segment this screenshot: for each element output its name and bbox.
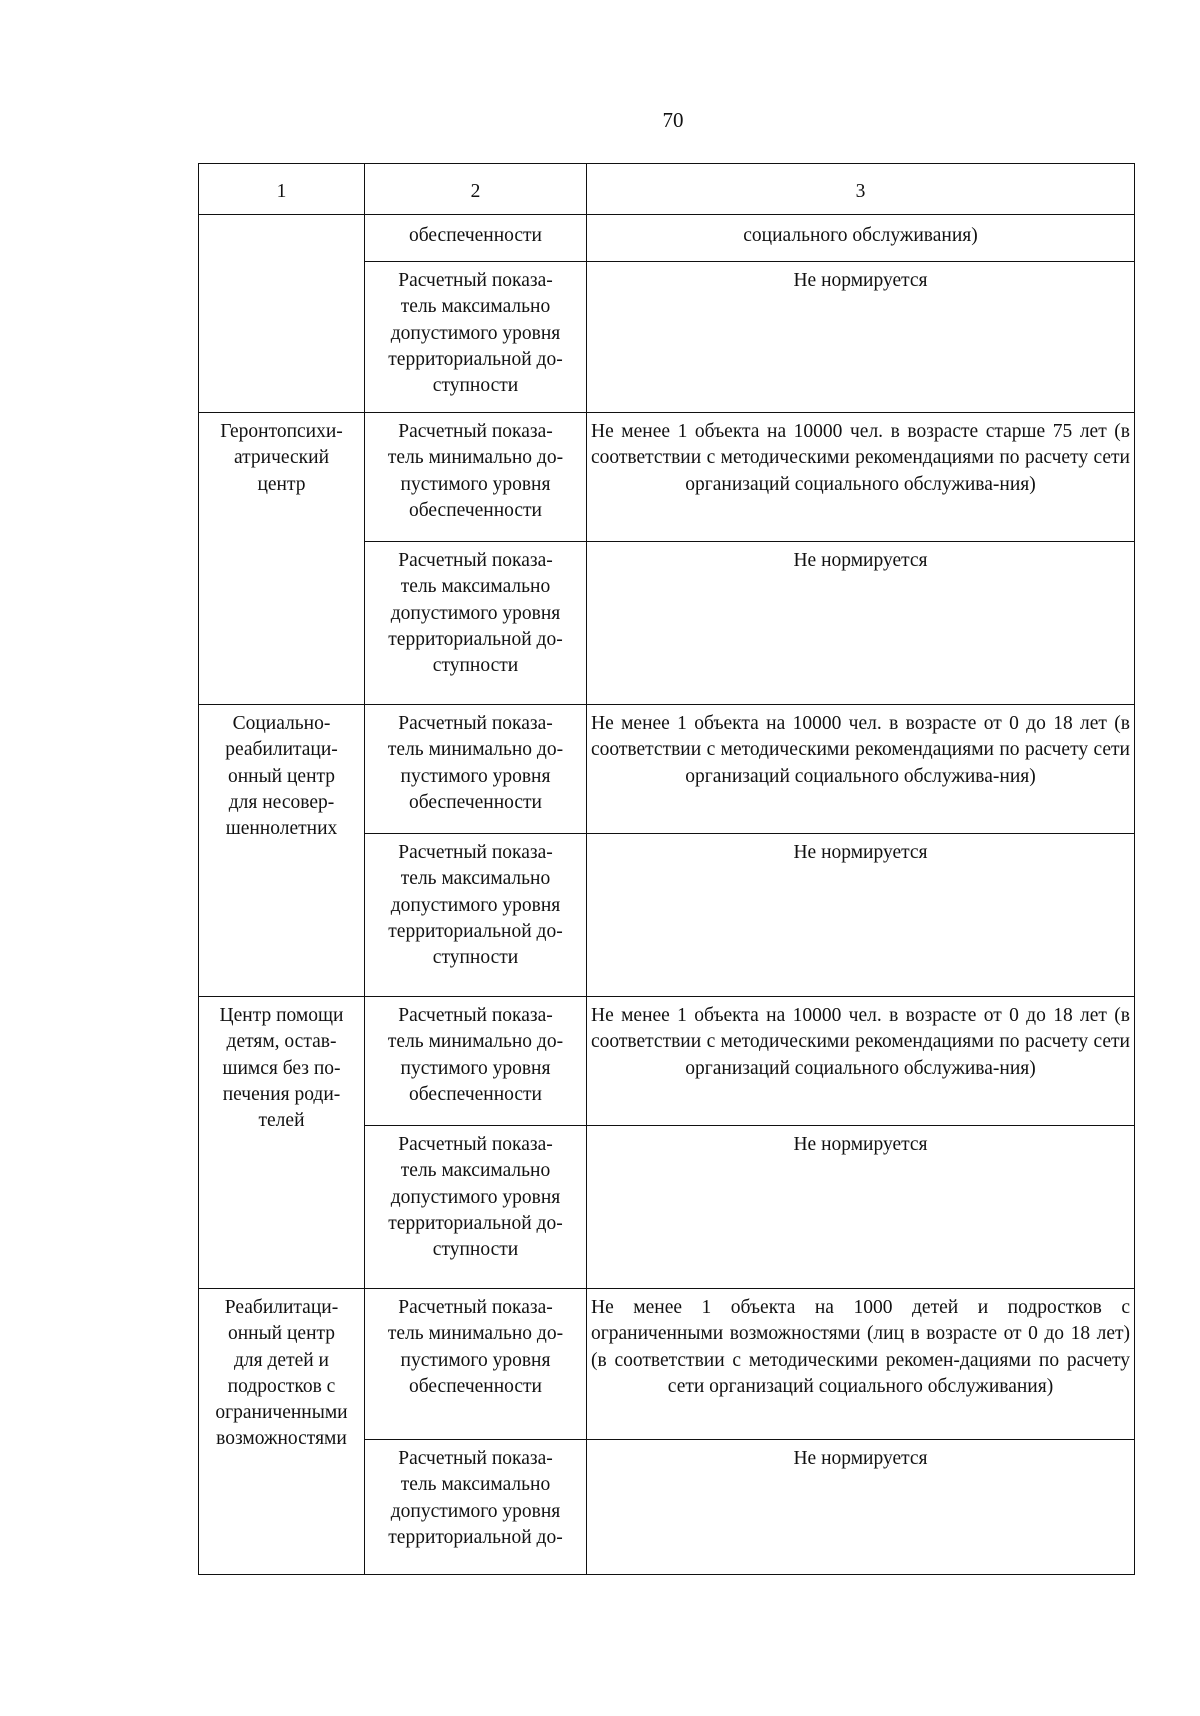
value-cell: Не нормируется	[587, 262, 1135, 413]
value-cell: Не менее 1 объекта на 10000 чел. в возрасте от 0 до 18 лет (в соответствии с методическими рекомендациями по расчету сети организаций социального обслужива-ния)	[587, 997, 1135, 1126]
table-row	[199, 1289, 1135, 1440]
indicator-cell: Расчетный показа- тель максимально допустимого уровня территориальной до- ступности	[365, 834, 587, 997]
column-number-2: 2	[365, 164, 587, 215]
value-cell: Не нормируется	[587, 542, 1135, 705]
value-cell: Не нормируется	[587, 834, 1135, 997]
indicator-cell: Расчетный показа- тель минимально до- пустимого уровня обеспеченности	[365, 997, 587, 1126]
facility-name-cell: Геронтопсихи- атрический центр	[199, 413, 365, 705]
indicator-cell: Расчетный показа- тель максимально допустимого уровня территориальной до- ступности	[365, 262, 587, 413]
table-row	[199, 705, 1135, 834]
page-number: 70	[662, 108, 684, 132]
table-row	[199, 997, 1135, 1126]
indicator-cell: Расчетный показа- тель максимально допустимого уровня территориальной до-	[365, 1440, 587, 1575]
value-cell: Не менее 1 объекта на 10000 чел. в возрасте старше 75 лет (в соответствии с методическими рекомендациями по расчету сети организаций социального обслужива-ния)	[587, 413, 1135, 542]
facility-name-cell: Центр помощи детям, остав- шимся без по- печения роди- телей	[199, 997, 365, 1289]
continuation-row	[199, 215, 1135, 262]
indicator-cell: Расчетный показа- тель минимально до- пустимого уровня обеспеченности	[365, 705, 587, 834]
column-number-1: 1	[199, 164, 365, 215]
indicator-cell: Расчетный показа- тель максимально допустимого уровня территориальной до- ступности	[365, 1126, 587, 1289]
indicator-cell: Расчетный показа- тель минимально до- пустимого уровня обеспеченности	[365, 413, 587, 542]
column-number-3: 3	[587, 164, 1135, 215]
indicator-cell: Расчетный показа- тель минимально до- пустимого уровня обеспеченности	[365, 1289, 587, 1440]
facility-cell-empty	[199, 215, 365, 413]
standards-table	[198, 163, 1135, 1575]
facility-name-cell: Социально- реабилитаци- онный центр для несовер- шеннолетних	[199, 705, 365, 997]
facility-name-cell: Реабилитаци- онный центр для детей и подростков с ограниченными возможностями	[199, 1289, 365, 1575]
value-cell: Не менее 1 объекта на 10000 чел. в возрасте от 0 до 18 лет (в соответствии с методическими рекомендациями по расчету сети организаций социального обслужива-ния)	[587, 705, 1135, 834]
table-row	[199, 413, 1135, 542]
indicator-cell: обеспеченности	[365, 215, 587, 262]
value-cell: Не нормируется	[587, 1440, 1135, 1575]
value-cell: Не нормируется	[587, 1126, 1135, 1289]
value-cell: Не менее 1 объекта на 1000 детей и подростков с ограниченными возможностями (лиц в возрасте от 0 до 18 лет) (в соответствии с методическими рекомен-дациями по расчету сети организаций социального обслуживания)	[587, 1289, 1135, 1440]
indicator-cell: Расчетный показа- тель максимально допустимого уровня территориальной до- ступности	[365, 542, 587, 705]
table-header-row	[199, 164, 1135, 215]
value-cell: социального обслуживания)	[587, 215, 1135, 262]
